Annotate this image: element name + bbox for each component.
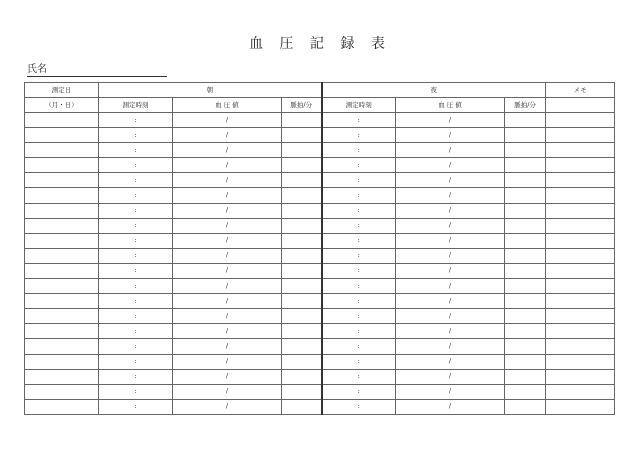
morning-pulse-cell[interactable] bbox=[282, 384, 322, 399]
morning-time-cell[interactable]: : bbox=[99, 369, 173, 384]
night-bp-cell[interactable]: / bbox=[396, 263, 505, 278]
table-row bbox=[25, 233, 615, 248]
night-bp-header: 血 圧 値 bbox=[396, 98, 505, 113]
table-row bbox=[25, 384, 615, 399]
morning-header: 朝 bbox=[99, 83, 322, 98]
morning-bp-cell[interactable]: / bbox=[173, 143, 282, 158]
night-time-cell[interactable]: : bbox=[322, 294, 396, 309]
date-cell[interactable] bbox=[25, 128, 99, 143]
memo-cell[interactable] bbox=[546, 218, 615, 233]
date-cell[interactable] bbox=[25, 294, 99, 309]
night-bp-cell[interactable]: / bbox=[396, 294, 505, 309]
night-time-cell[interactable]: : bbox=[322, 173, 396, 188]
memo-cell[interactable] bbox=[546, 143, 615, 158]
morning-bp-cell[interactable]: / bbox=[173, 324, 282, 339]
morning-time-cell[interactable]: : bbox=[99, 354, 173, 369]
morning-pulse-cell[interactable] bbox=[282, 279, 322, 294]
morning-time-cell[interactable]: : bbox=[99, 158, 173, 173]
morning-time-cell[interactable]: : bbox=[99, 324, 173, 339]
table-row bbox=[25, 248, 615, 263]
night-pulse-cell[interactable] bbox=[505, 339, 546, 354]
night-time-cell[interactable]: : bbox=[322, 399, 396, 414]
morning-pulse-header: 脈拍/分 bbox=[282, 98, 322, 113]
morning-pulse-cell[interactable] bbox=[282, 143, 322, 158]
morning-bp-cell[interactable]: / bbox=[173, 294, 282, 309]
morning-bp-cell[interactable]: / bbox=[173, 309, 282, 324]
memo-cell[interactable] bbox=[546, 158, 615, 173]
night-time-header: 測定時刻 bbox=[322, 98, 396, 113]
date-cell[interactable] bbox=[25, 143, 99, 158]
morning-bp-cell[interactable]: / bbox=[173, 188, 282, 203]
night-time-cell[interactable]: : bbox=[322, 113, 396, 128]
night-bp-cell[interactable]: / bbox=[396, 339, 505, 354]
morning-bp-cell[interactable]: / bbox=[173, 399, 282, 414]
date-cell[interactable] bbox=[25, 309, 99, 324]
morning-bp-cell[interactable]: / bbox=[173, 354, 282, 369]
morning-bp-cell[interactable]: / bbox=[173, 128, 282, 143]
night-pulse-cell[interactable] bbox=[505, 113, 546, 128]
night-pulse-cell[interactable] bbox=[505, 354, 546, 369]
memo-cell[interactable] bbox=[546, 203, 615, 218]
night-bp-cell[interactable]: / bbox=[396, 218, 505, 233]
night-time-cell[interactable]: : bbox=[322, 218, 396, 233]
morning-bp-cell[interactable]: / bbox=[173, 218, 282, 233]
memo-subheader bbox=[546, 98, 615, 113]
morning-pulse-cell[interactable] bbox=[282, 354, 322, 369]
memo-cell[interactable] bbox=[546, 279, 615, 294]
night-time-cell[interactable]: : bbox=[322, 339, 396, 354]
date-header: 測定日 bbox=[25, 83, 99, 98]
night-bp-cell[interactable]: / bbox=[396, 354, 505, 369]
memo-cell[interactable] bbox=[546, 354, 615, 369]
night-pulse-cell[interactable] bbox=[505, 173, 546, 188]
night-pulse-cell[interactable] bbox=[505, 143, 546, 158]
night-bp-cell[interactable]: / bbox=[396, 188, 505, 203]
morning-time-cell[interactable]: : bbox=[99, 218, 173, 233]
morning-pulse-cell[interactable] bbox=[282, 173, 322, 188]
table-row bbox=[25, 369, 615, 384]
table-row bbox=[25, 218, 615, 233]
night-time-cell[interactable]: : bbox=[322, 369, 396, 384]
night-bp-cell[interactable]: / bbox=[396, 279, 505, 294]
morning-pulse-cell[interactable] bbox=[282, 218, 322, 233]
night-pulse-cell[interactable] bbox=[505, 399, 546, 414]
morning-time-cell[interactable]: : bbox=[99, 113, 173, 128]
morning-time-cell[interactable]: : bbox=[99, 263, 173, 278]
table-row bbox=[25, 263, 615, 278]
memo-cell[interactable] bbox=[546, 263, 615, 278]
night-time-cell[interactable]: : bbox=[322, 158, 396, 173]
night-time-cell[interactable]: : bbox=[322, 279, 396, 294]
night-time-cell[interactable]: : bbox=[322, 128, 396, 143]
date-cell[interactable] bbox=[25, 158, 99, 173]
morning-bp-cell[interactable]: / bbox=[173, 248, 282, 263]
table-row bbox=[25, 128, 615, 143]
date-cell[interactable] bbox=[25, 263, 99, 278]
memo-cell[interactable] bbox=[546, 384, 615, 399]
morning-bp-cell[interactable]: / bbox=[173, 113, 282, 128]
night-bp-cell[interactable]: / bbox=[396, 309, 505, 324]
morning-pulse-cell[interactable] bbox=[282, 309, 322, 324]
table-row bbox=[25, 113, 615, 128]
night-pulse-cell[interactable] bbox=[505, 203, 546, 218]
night-bp-cell[interactable]: / bbox=[396, 173, 505, 188]
night-time-cell[interactable]: : bbox=[322, 309, 396, 324]
table-row bbox=[25, 143, 615, 158]
table-row bbox=[25, 203, 615, 218]
table-row bbox=[25, 324, 615, 339]
morning-time-cell[interactable]: : bbox=[99, 233, 173, 248]
night-pulse-cell[interactable] bbox=[505, 309, 546, 324]
night-pulse-cell[interactable] bbox=[505, 233, 546, 248]
morning-bp-cell[interactable]: / bbox=[173, 158, 282, 173]
memo-cell[interactable] bbox=[546, 173, 615, 188]
morning-pulse-cell[interactable] bbox=[282, 399, 322, 414]
morning-bp-header: 血 圧 値 bbox=[173, 98, 282, 113]
morning-bp-cell[interactable]: / bbox=[173, 279, 282, 294]
morning-pulse-cell[interactable] bbox=[282, 324, 322, 339]
morning-bp-cell[interactable]: / bbox=[173, 203, 282, 218]
night-time-cell[interactable]: : bbox=[322, 324, 396, 339]
memo-cell[interactable] bbox=[546, 233, 615, 248]
date-cell[interactable] bbox=[25, 113, 99, 128]
night-bp-cell[interactable]: / bbox=[396, 248, 505, 263]
morning-time-cell[interactable]: : bbox=[99, 309, 173, 324]
morning-time-cell[interactable]: : bbox=[99, 173, 173, 188]
morning-pulse-cell[interactable] bbox=[282, 339, 322, 354]
date-cell[interactable] bbox=[25, 218, 99, 233]
night-pulse-cell[interactable] bbox=[505, 263, 546, 278]
morning-time-cell[interactable]: : bbox=[99, 294, 173, 309]
date-subheader: （月・日） bbox=[25, 98, 99, 113]
memo-cell[interactable] bbox=[546, 188, 615, 203]
memo-cell[interactable] bbox=[546, 248, 615, 263]
night-pulse-cell[interactable] bbox=[505, 218, 546, 233]
night-pulse-cell[interactable] bbox=[505, 279, 546, 294]
night-header: 夜 bbox=[322, 83, 546, 98]
morning-bp-cell[interactable]: / bbox=[173, 173, 282, 188]
morning-bp-cell[interactable]: / bbox=[173, 233, 282, 248]
morning-bp-cell[interactable]: / bbox=[173, 384, 282, 399]
morning-pulse-cell[interactable] bbox=[282, 233, 322, 248]
blood-pressure-table bbox=[24, 82, 615, 415]
morning-time-cell[interactable]: : bbox=[99, 143, 173, 158]
date-cell[interactable] bbox=[25, 279, 99, 294]
night-pulse-cell[interactable] bbox=[505, 128, 546, 143]
date-cell[interactable] bbox=[25, 233, 99, 248]
memo-header: メモ bbox=[546, 83, 615, 98]
table-row bbox=[25, 354, 615, 369]
table-row bbox=[25, 173, 615, 188]
morning-pulse-cell[interactable] bbox=[282, 294, 322, 309]
night-pulse-cell[interactable] bbox=[505, 188, 546, 203]
night-bp-cell[interactable]: / bbox=[396, 113, 505, 128]
table-row bbox=[25, 158, 615, 173]
night-time-cell[interactable]: : bbox=[322, 203, 396, 218]
morning-bp-cell[interactable]: / bbox=[173, 263, 282, 278]
morning-time-header: 測定時刻 bbox=[99, 98, 173, 113]
morning-time-cell[interactable]: : bbox=[99, 128, 173, 143]
morning-pulse-cell[interactable] bbox=[282, 188, 322, 203]
date-cell[interactable] bbox=[25, 369, 99, 384]
night-pulse-header: 脈拍/分 bbox=[505, 98, 546, 113]
night-bp-cell[interactable]: / bbox=[396, 324, 505, 339]
morning-pulse-cell[interactable] bbox=[282, 158, 322, 173]
table-row bbox=[25, 294, 615, 309]
date-cell[interactable] bbox=[25, 399, 99, 414]
memo-cell[interactable] bbox=[546, 113, 615, 128]
night-pulse-cell[interactable] bbox=[505, 369, 546, 384]
night-bp-cell[interactable]: / bbox=[396, 128, 505, 143]
table-row bbox=[25, 188, 615, 203]
name-field[interactable] bbox=[27, 64, 167, 77]
date-cell[interactable] bbox=[25, 354, 99, 369]
night-time-cell[interactable]: : bbox=[322, 263, 396, 278]
date-cell[interactable] bbox=[25, 173, 99, 188]
night-pulse-cell[interactable] bbox=[505, 248, 546, 263]
morning-time-cell[interactable]: : bbox=[99, 399, 173, 414]
memo-cell[interactable] bbox=[546, 324, 615, 339]
morning-pulse-cell[interactable] bbox=[282, 203, 322, 218]
morning-pulse-cell[interactable] bbox=[282, 128, 322, 143]
memo-cell[interactable] bbox=[546, 369, 615, 384]
date-cell[interactable] bbox=[25, 324, 99, 339]
night-bp-cell[interactable]: / bbox=[396, 399, 505, 414]
morning-time-cell[interactable]: : bbox=[99, 188, 173, 203]
night-bp-cell[interactable]: / bbox=[396, 203, 505, 218]
morning-time-cell[interactable]: : bbox=[99, 384, 173, 399]
night-bp-cell[interactable]: / bbox=[396, 369, 505, 384]
night-time-cell[interactable]: : bbox=[322, 188, 396, 203]
memo-cell[interactable] bbox=[546, 339, 615, 354]
name-label: 氏名 bbox=[27, 64, 47, 75]
night-bp-cell[interactable]: / bbox=[396, 158, 505, 173]
night-pulse-cell[interactable] bbox=[505, 384, 546, 399]
night-time-cell[interactable]: : bbox=[322, 233, 396, 248]
morning-pulse-cell[interactable] bbox=[282, 113, 322, 128]
night-time-cell[interactable]: : bbox=[322, 384, 396, 399]
night-pulse-cell[interactable] bbox=[505, 294, 546, 309]
date-cell[interactable] bbox=[25, 339, 99, 354]
night-time-cell[interactable]: : bbox=[322, 354, 396, 369]
morning-time-cell[interactable]: : bbox=[99, 248, 173, 263]
memo-cell[interactable] bbox=[546, 294, 615, 309]
morning-bp-cell[interactable]: / bbox=[173, 339, 282, 354]
morning-time-cell[interactable]: : bbox=[99, 339, 173, 354]
page-title: 血 圧 記 録 表 bbox=[249, 36, 391, 52]
morning-time-cell[interactable]: : bbox=[99, 203, 173, 218]
morning-pulse-cell[interactable] bbox=[282, 248, 322, 263]
date-cell[interactable] bbox=[25, 248, 99, 263]
night-bp-cell[interactable]: / bbox=[396, 143, 505, 158]
date-cell[interactable] bbox=[25, 203, 99, 218]
night-pulse-cell[interactable] bbox=[505, 324, 546, 339]
table-row bbox=[25, 339, 615, 354]
night-bp-cell[interactable]: / bbox=[396, 384, 505, 399]
morning-pulse-cell[interactable] bbox=[282, 263, 322, 278]
table-row bbox=[25, 309, 615, 324]
date-cell[interactable] bbox=[25, 384, 99, 399]
morning-pulse-cell[interactable] bbox=[282, 369, 322, 384]
table-row bbox=[25, 279, 615, 294]
night-time-cell[interactable]: : bbox=[322, 248, 396, 263]
date-cell[interactable] bbox=[25, 188, 99, 203]
table-row bbox=[25, 399, 615, 414]
morning-bp-cell[interactable]: / bbox=[173, 369, 282, 384]
memo-cell[interactable] bbox=[546, 128, 615, 143]
memo-cell[interactable] bbox=[546, 309, 615, 324]
memo-cell[interactable] bbox=[546, 399, 615, 414]
night-pulse-cell[interactable] bbox=[505, 158, 546, 173]
morning-time-cell[interactable]: : bbox=[99, 279, 173, 294]
night-time-cell[interactable]: : bbox=[322, 143, 396, 158]
night-bp-cell[interactable]: / bbox=[396, 233, 505, 248]
